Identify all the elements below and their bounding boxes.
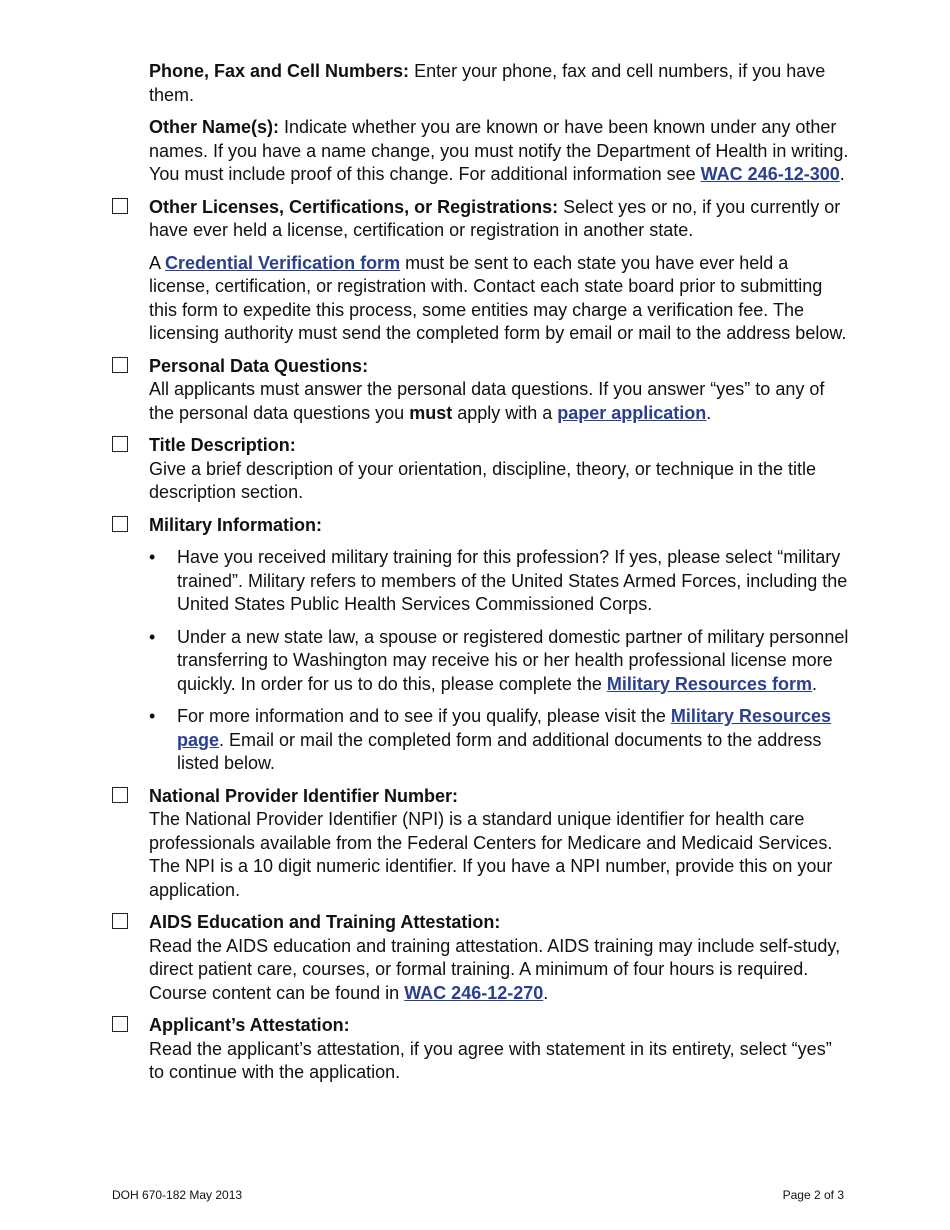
- list-item: [149, 626, 849, 697]
- military-checkbox[interactable]: [112, 516, 128, 532]
- punctuation: .: [543, 982, 549, 1003]
- applicant-attestation-heading: Applicant’s Attestation:: [149, 1015, 350, 1035]
- applicant-attestation-text: Read the applicant’s attestation, if you agree with statement in its entirety, select “yes” to continue with the application.: [149, 1038, 832, 1082]
- aids-checkbox[interactable]: [112, 913, 128, 929]
- military-bullet-list: [149, 546, 849, 776]
- personal-data-text: All applicants must answer the personal data questions. If you answer “yes” to any of the personal data questions you: [149, 379, 825, 423]
- credential-verification-form-link[interactable]: Credential Verification form: [165, 252, 401, 273]
- npi-checkbox[interactable]: [112, 787, 128, 803]
- credential-verification-section: [149, 252, 849, 346]
- must-emphasis: must: [409, 402, 453, 423]
- bullet-text: Under a new state law, a spouse or registered domestic partner of military personnel transferring to Washington may receive his or her health professional license more quickly. In order for us to do this, please complete the: [177, 626, 849, 694]
- form-number: DOH 670-182 May 2013: [112, 1188, 243, 1202]
- credential-prefix: A: [149, 252, 166, 273]
- page-number: Page 2 of 3: [782, 1188, 844, 1202]
- wac-246-12-300-link[interactable]: WAC 246-12-300: [700, 164, 840, 184]
- list-item: [149, 546, 849, 617]
- personal-data-text-continued: apply with a: [452, 402, 558, 423]
- npi-text: The National Provider Identifier (NPI) is a standard unique identifier for health care professionals available from the Federal Centers for Medicare and Medicaid Services. The NPI is a 10 digit numeric identifier. If you have a NPI number, provide this on your application.: [149, 809, 833, 900]
- document-page: [0, 60, 950, 1094]
- npi-heading: National Provider Identifier Number:: [149, 785, 459, 806]
- personal-data-heading: Personal Data Questions:: [149, 355, 369, 376]
- phone-heading: Phone, Fax and Cell Numbers:: [149, 61, 410, 81]
- other-licenses-section: [149, 196, 849, 243]
- list-item: [149, 705, 849, 776]
- military-resources-page-link[interactable]: Military Resources page: [177, 706, 831, 750]
- other-licenses-text: Select yes or no, if you currently or have ever held a license, certification or registration in another state.: [149, 196, 841, 240]
- bullet-icon: •: [149, 706, 156, 726]
- other-names-text: Indicate whether you are known or have been known under any other names. If you have a name change, you must notify the Department of Health in writing. You must include proof of this change. For additional information see: [149, 117, 849, 184]
- bullet-icon: •: [149, 626, 156, 647]
- credential-text: must be sent to each state you have ever held a license, certification, or registration with. Contact each state board prior to submitting this form to expedite this process, some entities may charge a verification fee. The licensing authority must send the completed form by email or mail to the address below.: [149, 252, 847, 343]
- punctuation: .: [811, 673, 817, 694]
- punctuation: .: [839, 164, 845, 184]
- title-description-heading: Title Description:: [149, 435, 296, 455]
- bullet-text: For more information and to see if you qualify, please visit the: [177, 706, 671, 726]
- applicant-attestation-checkbox[interactable]: [112, 1016, 128, 1032]
- other-licenses-heading: Other Licenses, Certifications, or Registrations:: [149, 196, 559, 217]
- wac-246-12-270-link[interactable]: WAC 246-12-270: [404, 982, 544, 1003]
- other-names-heading: Other Name(s):: [149, 117, 280, 137]
- bullet-text: Have you received military training for this profession? If yes, please select “military trained”. Military refers to members of the United States Armed Forces, including the United States Public Health Services Commissioned Corps.: [177, 547, 848, 614]
- aids-text: Read the AIDS education and training attestation. AIDS training may include self-study, direct patient care, courses, or formal training. A minimum of four hours is required. Course content can be found in: [149, 935, 841, 1003]
- paper-application-link[interactable]: paper application: [557, 402, 707, 423]
- personal-data-section: [149, 355, 849, 426]
- other-licenses-checkbox[interactable]: [112, 198, 128, 214]
- aids-section: [149, 911, 849, 1005]
- npi-section: [149, 785, 849, 903]
- military-resources-form-link[interactable]: Military Resources form: [606, 673, 812, 694]
- aids-heading: AIDS Education and Training Attestation:: [149, 912, 501, 932]
- other-names-section: [149, 116, 849, 187]
- military-heading: Military Information:: [149, 514, 323, 535]
- title-description-checkbox[interactable]: [112, 436, 128, 452]
- phone-section: [149, 60, 849, 107]
- punctuation: .: [706, 402, 712, 423]
- title-description-text: Give a brief description of your orientation, discipline, theory, or technique in the title description section.: [149, 458, 817, 502]
- military-section: [149, 514, 849, 538]
- applicant-attestation-section: [149, 1014, 849, 1085]
- phone-text: Enter your phone, fax and cell numbers, if you have them.: [149, 61, 826, 105]
- bullet-text-continued: . Email or mail the completed form and additional documents to the address listed below.: [177, 729, 822, 773]
- personal-data-checkbox[interactable]: [112, 357, 128, 373]
- title-description-section: [149, 434, 849, 505]
- bullet-icon: •: [149, 547, 156, 567]
